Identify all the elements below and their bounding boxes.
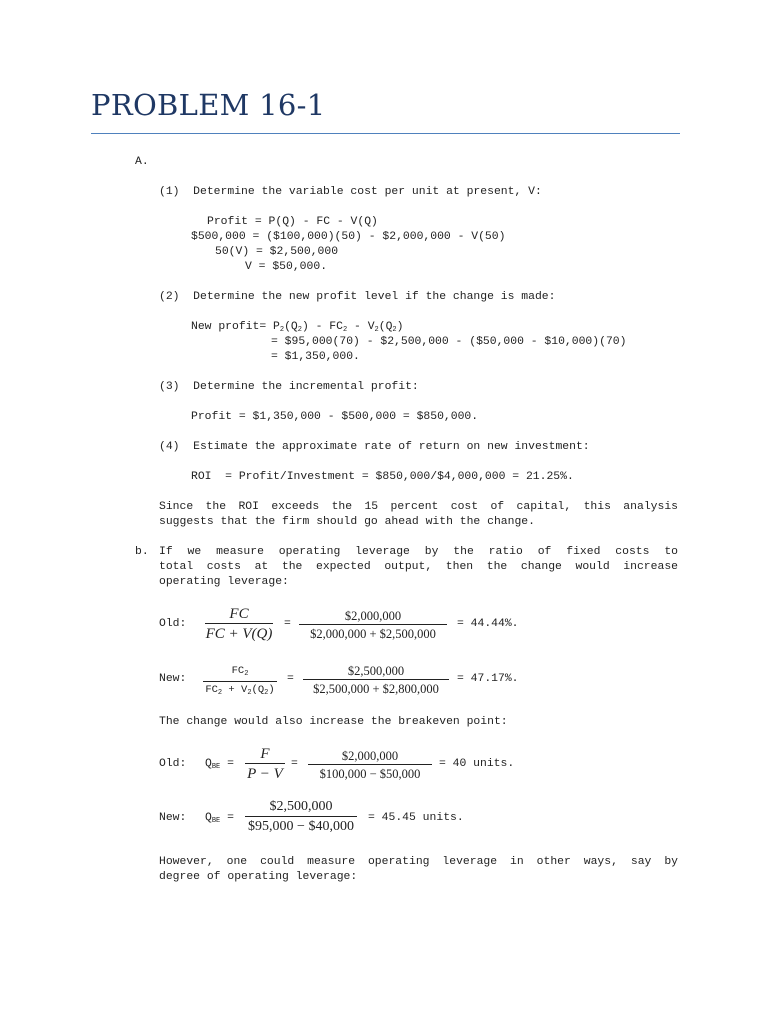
step-4-line: ROI = Profit/Investment = $850,000/$4,000,000 = 21.25%. bbox=[191, 471, 574, 483]
new-breakeven-result: = 45.45 units. bbox=[368, 812, 464, 824]
new-breakeven-label: New: bbox=[159, 812, 187, 824]
breakeven-quantity-symbol: $Q_{BE}$ = bbox=[205, 758, 234, 771]
step-3-line: Profit = $1,350,000 - $500,000 = $850,000. bbox=[191, 411, 479, 423]
old-breakeven-values: $2,000,000 $100,000 − $50,000 bbox=[308, 748, 432, 783]
step-3-heading: (3) Determine the incremental profit: bbox=[159, 381, 419, 393]
step-1-line: Profit = P(Q) - FC - V(Q) bbox=[207, 216, 378, 228]
old-leverage-values: $2,000,000 $2,000,000 + $2,500,000 bbox=[299, 608, 447, 643]
closing-paragraph: However, one could measure operating leverage in other ways, say by degree of operating leverage: bbox=[159, 856, 678, 884]
equals-sign: = bbox=[284, 618, 291, 630]
step-2-line-1: New profit= $P_2(Q_2) - FC_2 - V_2(Q_2)$ bbox=[191, 321, 404, 334]
new-leverage-formula: $FC_2$ $FC_2 + V_2(Q_2)$ bbox=[203, 664, 277, 701]
equals-sign: = bbox=[287, 673, 294, 685]
step-1-line: $500,000 = ($100,000)(50) - $2,000,000 - V(50) bbox=[191, 231, 506, 243]
step-2-line-3: = $1,350,000. bbox=[271, 351, 360, 363]
step-1-heading: (1) Determine the variable cost per unit at present, V: bbox=[159, 186, 542, 198]
part-b-label: b. bbox=[135, 546, 149, 558]
part-a-conclusion: Since the ROI exceeds the 15 percent cost of capital, this analysis suggests that the firm should go ahead with the change. bbox=[159, 501, 678, 529]
old-breakeven-label: Old: bbox=[159, 758, 187, 770]
title-underline bbox=[91, 133, 680, 134]
breakeven-quantity-symbol: $Q_{BE}$ = bbox=[205, 812, 234, 825]
equals-sign: = bbox=[291, 758, 298, 770]
part-a-label: A. bbox=[135, 156, 149, 168]
old-leverage-formula: FC FC + V(Q) bbox=[205, 606, 273, 642]
step-4-heading: (4) Estimate the approximate rate of return on new investment: bbox=[159, 441, 590, 453]
new-leverage-result: = 47.17%. bbox=[457, 673, 519, 685]
page-title: PROBLEM 16-1 bbox=[91, 88, 326, 122]
step-1-line: V = $50,000. bbox=[245, 261, 328, 273]
new-leverage-label: New: bbox=[159, 673, 187, 685]
old-breakeven-formula: F P − V bbox=[245, 745, 285, 784]
new-leverage-values: $2,500,000 $2,500,000 + $2,800,000 bbox=[303, 663, 449, 698]
step-1-line: 50(V) = $2,500,000 bbox=[215, 246, 339, 258]
new-breakeven-values: $2,500,000 $95,000 − $40,000 bbox=[245, 798, 357, 837]
step-2-heading: (2) Determine the new profit level if the change is made: bbox=[159, 291, 556, 303]
old-leverage-label: Old: bbox=[159, 618, 187, 630]
breakeven-intro: The change would also increase the breakeven point: bbox=[159, 716, 508, 728]
step-2-line-2: = $95,000(70) - $2,500,000 - ($50,000 - $10,000)(70) bbox=[271, 336, 627, 348]
old-leverage-result: = 44.44%. bbox=[457, 618, 519, 630]
part-b-intro: If we measure operating leverage by the ratio of fixed costs to total costs at the expected output, then the change would increase operating leverage: bbox=[159, 546, 678, 589]
old-breakeven-result: = 40 units. bbox=[439, 758, 515, 770]
